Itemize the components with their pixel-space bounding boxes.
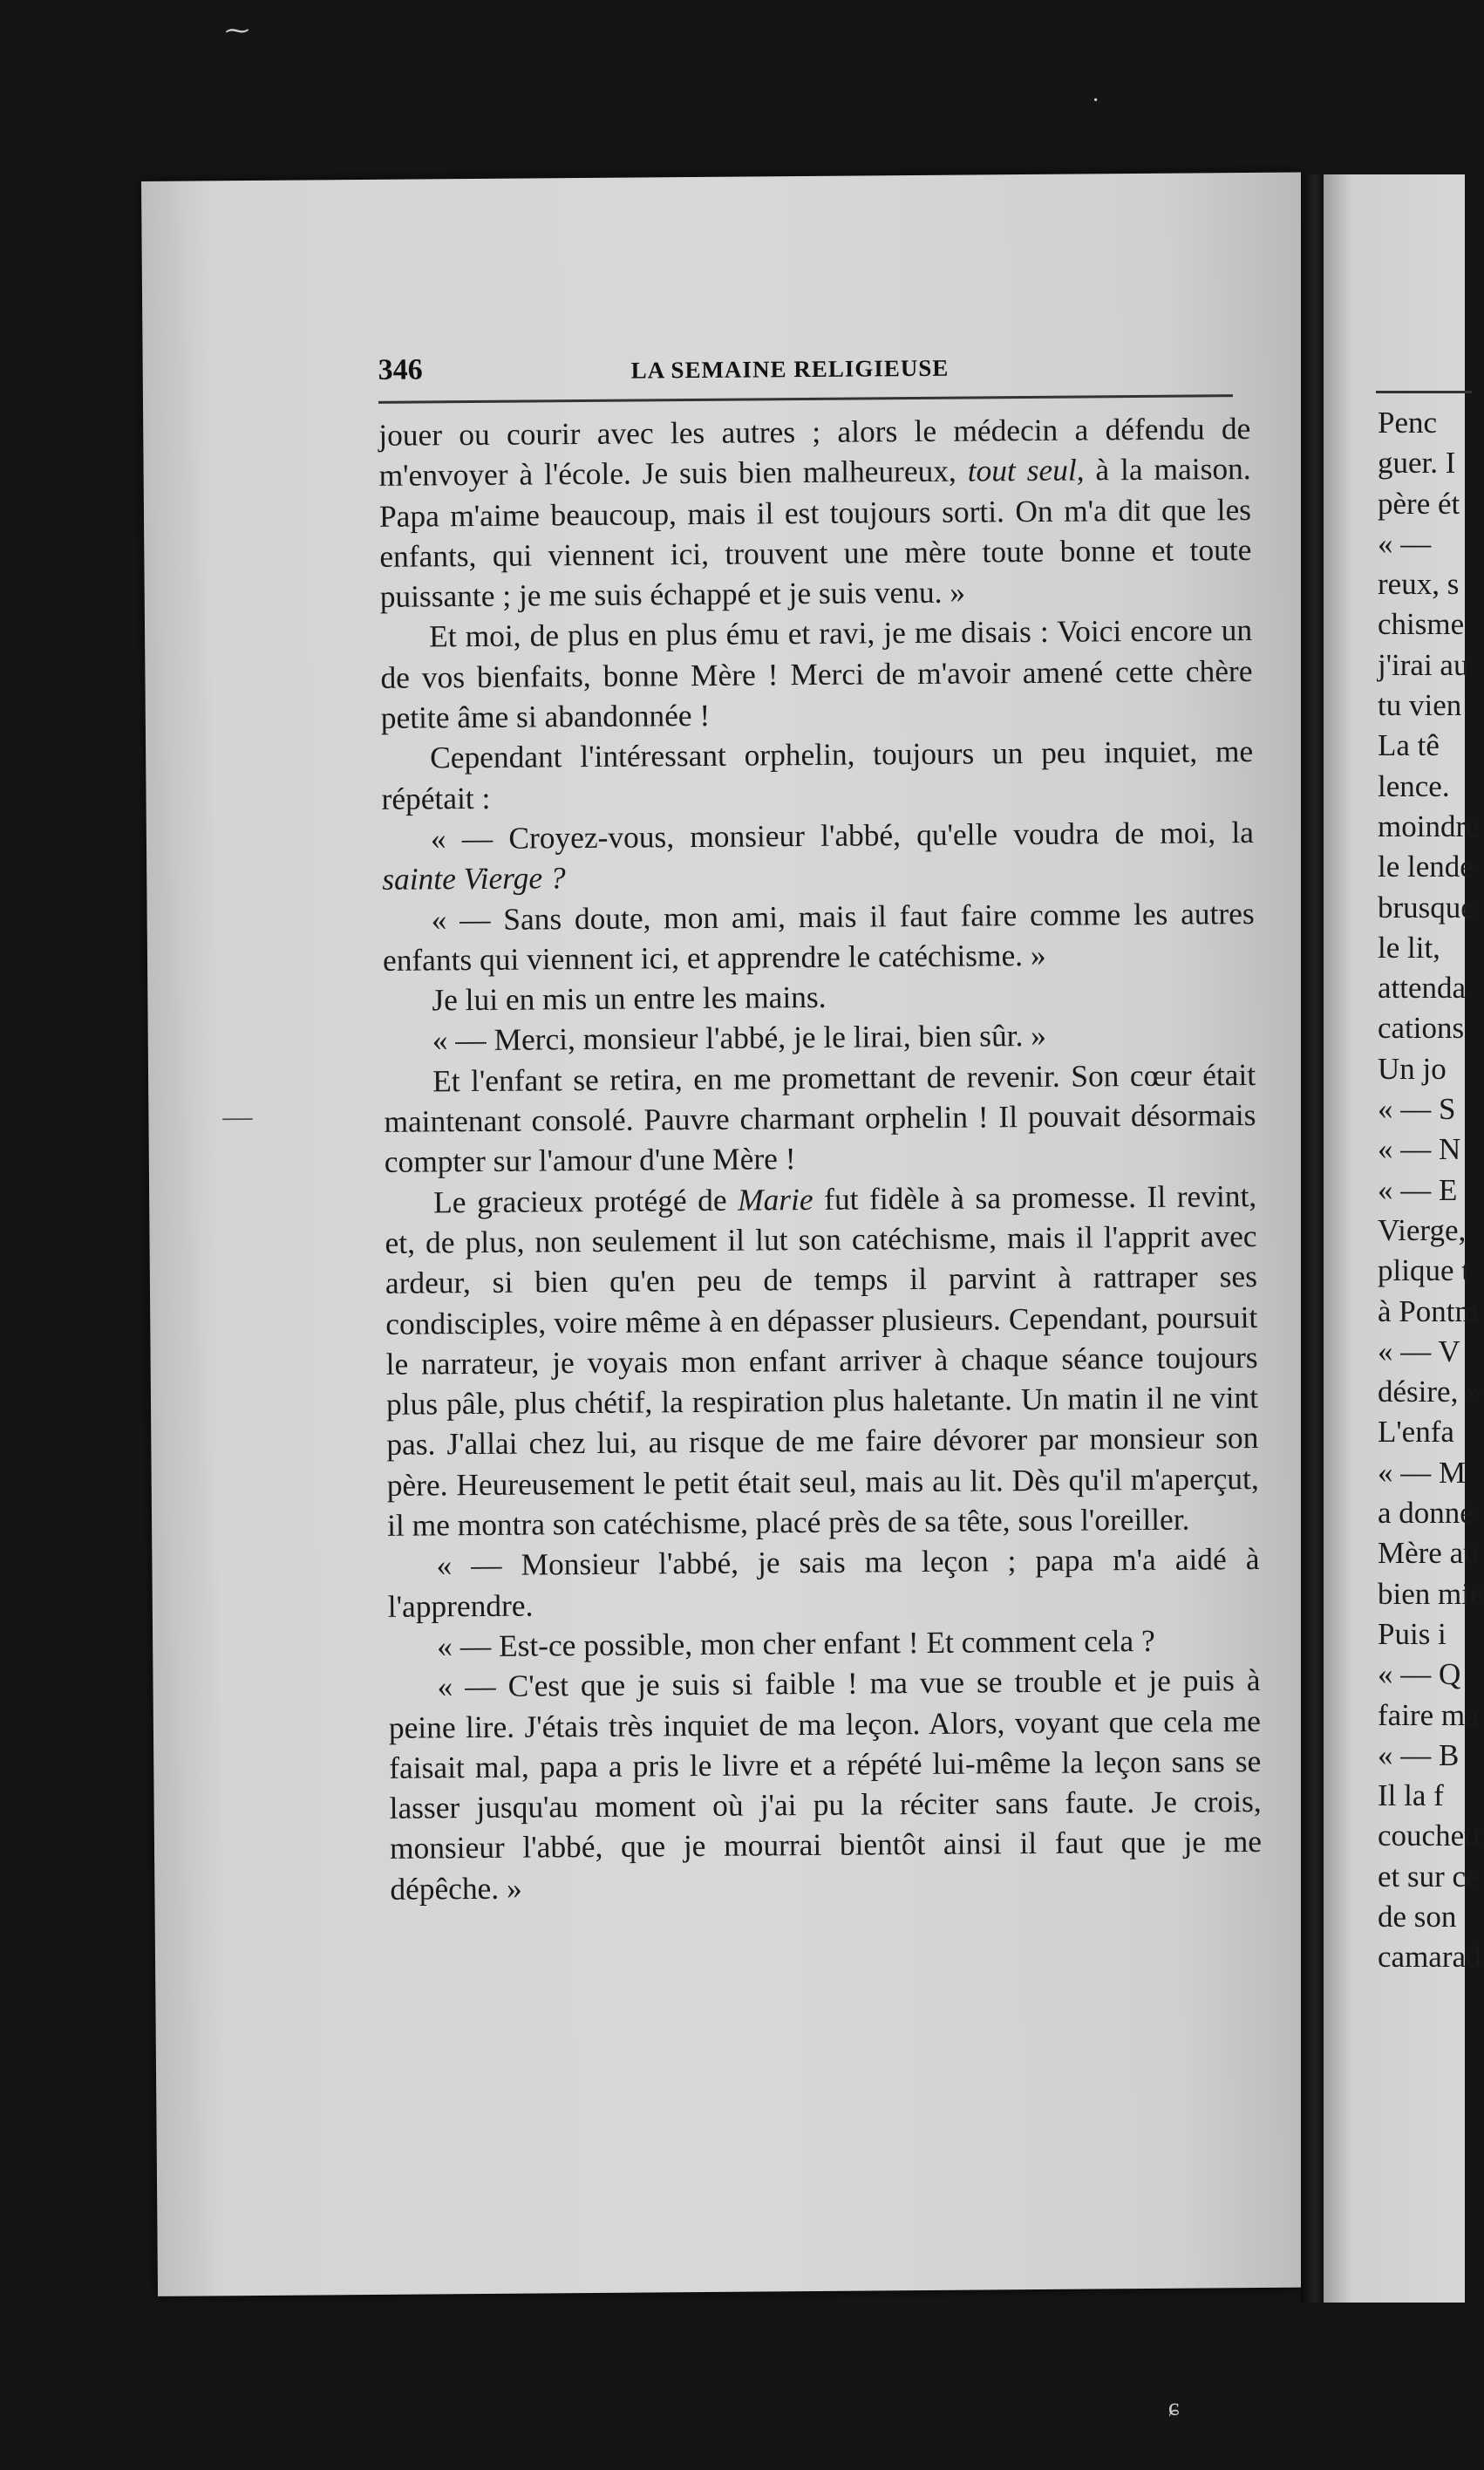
facing-line: de son [1378, 1899, 1457, 1934]
facing-line: Vierge, [1378, 1212, 1467, 1247]
facing-page [1324, 174, 1484, 2303]
facing-line: désire, » [1378, 1375, 1481, 1409]
facing-line: guer. I [1378, 446, 1456, 481]
facing-line: couchett [1378, 1818, 1481, 1853]
facing-line: Penc [1378, 406, 1438, 440]
facing-line: père ét [1378, 486, 1460, 521]
facing-line: lence. [1378, 768, 1450, 803]
facing-line: j'irai au [1378, 647, 1469, 682]
scan-smudge: ɕ [1168, 2394, 1180, 2421]
facing-line: Puis i [1378, 1616, 1447, 1651]
margin-mark: — [222, 1101, 253, 1134]
paragraph: « — Croyez-vous, monsieur l'abbé, qu'elle voudra de moi, la sainte Vierge ? [382, 814, 1255, 897]
facing-line: le lit, [1378, 930, 1440, 965]
italic-text: Marie [737, 1181, 813, 1218]
facing-page-text [1378, 403, 1484, 1978]
facing-line: reux, s [1378, 567, 1460, 602]
facing-line: tu vien [1378, 688, 1462, 723]
facing-line: « — B [1378, 1737, 1460, 1772]
facing-line: « — N [1378, 1132, 1461, 1167]
book-page [141, 173, 1317, 2296]
facing-line: « — M [1378, 1455, 1467, 1490]
running-title: LA SEMAINE RELIGIEUSE [630, 354, 950, 384]
body-text [378, 408, 1262, 1909]
facing-line: cations [1378, 1011, 1465, 1046]
facing-line: brusque [1378, 890, 1474, 925]
paragraph: Le gracieux protégé de Marie fut fidèle à sa promesse. Il revint, et, de plus, non seulement il lut son catéchisme, mais il l'apprit avec ardeur, si bien qu'en peu de temps il parvint à rattraper ses condisciples, voire même à en dépasser plusieurs. Cependant, poursuit le narrateur, je voyais mon enfant arriver à chaque séance toujours plus pâle, plus chétif, la respiration plus haletante. Un matin il ne vint pas. J'allai chez lui, au risque de me faire dévorer par monsieur son père. Heureusement le petit était seul, mais au lit. Dès qu'il m'aperçut, il me montra son catéchisme, placé près de sa tête, sous l'oreiller. [385, 1177, 1259, 1543]
facing-line: le lende [1378, 849, 1474, 884]
facing-header-rule [1376, 391, 1472, 393]
facing-line: La tê [1378, 728, 1440, 763]
facing-line: Il la f [1378, 1778, 1444, 1813]
facing-line: plique t [1378, 1253, 1470, 1288]
facing-line: attenda [1378, 971, 1467, 1006]
paragraph: « — Monsieur l'abbé, je sais ma leçon ; papa m'a aidé à l'apprendre. [387, 1541, 1260, 1624]
facing-line: « — [1378, 526, 1432, 561]
facing-line: camarad [1378, 1940, 1481, 1975]
italic-text: sainte Vierge ? [382, 860, 566, 897]
facing-line: bien mie [1378, 1576, 1484, 1611]
facing-line: a donné [1378, 1496, 1474, 1531]
facing-line: chisme [1378, 607, 1465, 642]
facing-line: à Pontm [1378, 1293, 1479, 1328]
facing-line: moindre [1378, 809, 1480, 843]
paragraph: Et moi, de plus en plus ému et ravi, je me disais : Voici encore un de vos bienfaits, bonne Mère ! Merci de m'avoir amené cette chère petite âme si abandonnée ! [380, 612, 1253, 735]
italic-text: tout seul, [967, 452, 1085, 488]
paragraph: « — C'est que je suis si faible ! ma vue se trouble et je puis à peine lire. J'étais très inquiet de ma leçon. Alors, voyant que cela me faisait mal, papa a pris le livre et a répété lui-même la leçon sans se lasser jusqu'au moment où j'ai pu la réciter sans faute. Je crois, monsieur l'abbé, que je mourrai bientôt ainsi il faut que je me dépêche. » [388, 1662, 1263, 1907]
facing-line: « — E [1378, 1172, 1458, 1207]
paragraph: « — Sans doute, mon ami, mais il faut faire comme les autres enfants qui viennent ici, et apprendre le catéchisme. » [382, 895, 1255, 978]
facing-line: L'enfa [1378, 1415, 1454, 1450]
paragraph: Je lui en mis un entre les mains. [432, 979, 827, 1018]
paragraph: Cependant l'intéressant orphelin, toujours un peu inquiet, me répétait : [381, 733, 1254, 816]
facing-line: Un jo [1378, 1051, 1447, 1086]
paragraph: jouer ou courir avec les autres ; alors le médecin a défendu de m'envoyer à l'école. Je suis bien malheureux, tout seul, à la maison. Papa m'aime beaucoup, mais il est toujours sorti. On m'a dit que les enfants, qui viennent ici, trouvent une mère toute bonne et toute puissante ; je me suis échappé et je suis venu. » [378, 411, 1252, 615]
scan-smudge: · [1092, 87, 1100, 114]
header-rule [378, 394, 1233, 404]
book-gutter [1301, 174, 1324, 2303]
page-number: 346 [378, 353, 423, 386]
facing-line: faire ma [1378, 1697, 1479, 1732]
facing-line: « — S [1378, 1092, 1456, 1127]
facing-line: « — V [1378, 1334, 1460, 1368]
page-header [378, 347, 1233, 394]
paragraph: Et l'enfant se retira, en me promettant de revenir. Son cœur était maintenant consolé. Pauvre charmant orphelin ! Il pouvait désormais compter sur l'amour d'une Mère ! [384, 1056, 1256, 1180]
paragraph: « — Est-ce possible, mon cher enfant ! Et comment cela ? [437, 1622, 1155, 1664]
facing-line: Mère au [1378, 1536, 1479, 1571]
paragraph: « — Merci, monsieur l'abbé, je le lirai, bien sûr. » [432, 1018, 1047, 1058]
facing-line: « — Q [1378, 1657, 1461, 1692]
scan-smudge: ⁓ [225, 17, 249, 44]
facing-line: et sur ce [1378, 1859, 1480, 1893]
